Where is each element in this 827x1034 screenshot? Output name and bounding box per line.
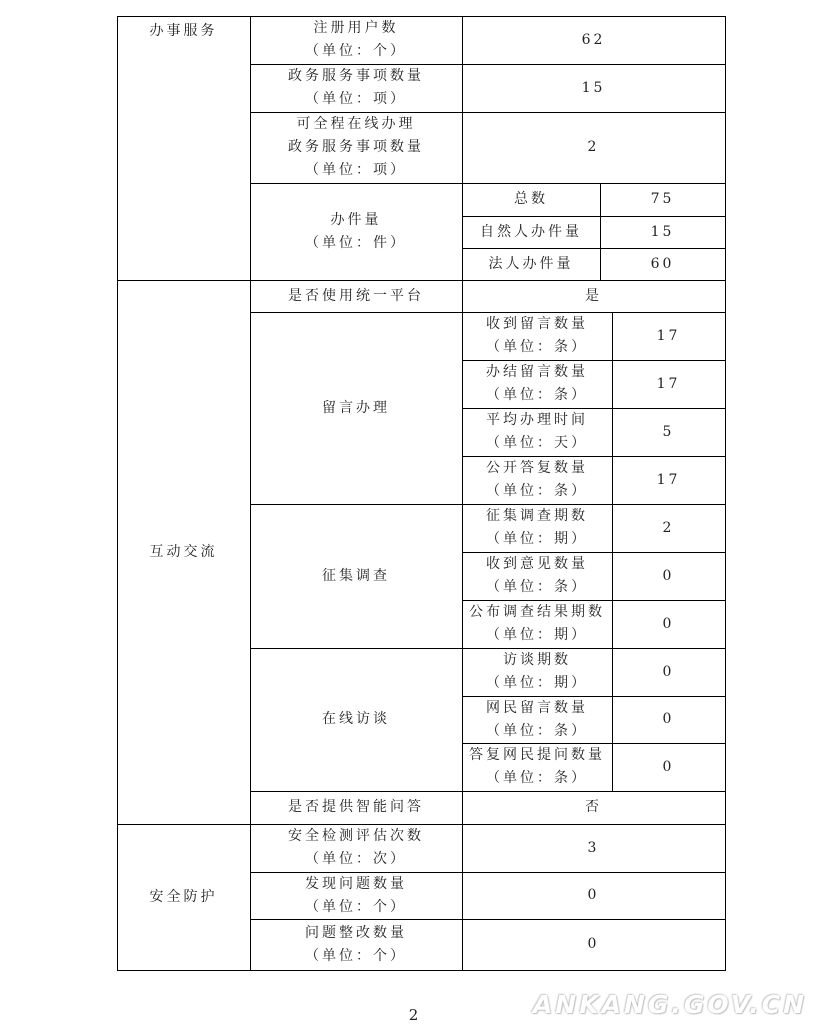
row-label — [250, 280, 462, 312]
row-label — [250, 648, 462, 791]
row-value-text: 15 — [581, 79, 606, 96]
row-label-text: 留言办理 — [322, 399, 390, 416]
row-label — [250, 312, 462, 504]
category-cell-text: 办事服务 — [149, 23, 218, 39]
sub-value — [600, 216, 725, 248]
sub-value — [600, 248, 725, 280]
row-label — [250, 183, 462, 280]
sub-label-text: （单位：期） — [486, 675, 588, 691]
sub-value-text: 17 — [656, 375, 681, 392]
sub-label — [462, 504, 612, 552]
sub-label-text: 总数 — [514, 191, 548, 207]
sub-value-text: 5 — [662, 423, 675, 440]
row-label-text: （单位：个） — [305, 947, 407, 964]
sub-label-text: （单位：期） — [486, 627, 588, 643]
row-value-text: 2 — [587, 139, 600, 155]
row-label-text: 在线访谈 — [322, 711, 390, 727]
sub-value-text: 0 — [662, 758, 675, 775]
row-label — [250, 791, 462, 824]
sub-value — [612, 552, 725, 600]
sub-value — [612, 456, 725, 504]
row-label-text: （单位：次） — [305, 851, 407, 867]
category-cell — [117, 16, 250, 280]
sub-label — [462, 456, 612, 504]
row-label-text: 征集调查 — [322, 567, 390, 584]
row-label-text: （单位：件） — [305, 234, 407, 251]
row-label-text: 可全程在线办理 — [296, 116, 416, 132]
sub-value — [612, 360, 725, 408]
row-label — [250, 919, 462, 970]
sub-label-text: 自然人办件量 — [480, 223, 582, 240]
row-label-text: 是否提供智能问答 — [288, 799, 424, 815]
row-label-text: （单位：个） — [305, 898, 407, 915]
sub-label — [462, 743, 612, 791]
row-label — [250, 872, 462, 919]
sub-label-text: （单位：条） — [486, 483, 588, 499]
sub-label-text: 答复网民提问数量 — [469, 747, 605, 763]
sub-label — [462, 600, 612, 648]
sub-label-text: 法人办件量 — [488, 255, 574, 272]
sub-value-text: 0 — [662, 567, 675, 584]
sub-value — [612, 504, 725, 552]
row-value-text: 否 — [585, 799, 602, 815]
sub-value — [600, 183, 725, 216]
table-bottom-border — [117, 970, 725, 971]
row-value-text: 62 — [581, 31, 606, 48]
sub-label-text: 公布调查结果期数 — [469, 604, 605, 620]
column-border — [462, 16, 463, 971]
sub-value-text: 75 — [650, 191, 675, 207]
row-value-text: 0 — [587, 887, 600, 903]
sub-label — [462, 408, 612, 456]
row-value — [462, 112, 725, 183]
category-cell — [117, 824, 250, 970]
sub-label-text: 平均办理时间 — [486, 412, 588, 428]
row-value — [462, 280, 725, 312]
row-value-text: 0 — [587, 936, 600, 952]
sub-value-text: 60 — [650, 255, 675, 272]
sub-value — [612, 743, 725, 791]
sub-value-text: 0 — [662, 711, 675, 727]
row-value — [462, 64, 725, 112]
row-label-text: 办件量 — [330, 211, 382, 228]
row-value — [462, 824, 725, 872]
sub-label-text: （单位：条） — [486, 387, 588, 403]
row-label-text: 政务服务事项数量 — [288, 68, 424, 84]
row-label-text: （单位：项） — [305, 91, 407, 107]
sub-label — [462, 648, 612, 696]
row-label-text: 政务服务事项数量 — [288, 139, 424, 155]
category-cell — [117, 280, 250, 824]
sub-value — [612, 648, 725, 696]
sub-label-text: （单位：条） — [486, 579, 588, 595]
sub-label — [462, 183, 600, 216]
sub-label-text: 公开答复数量 — [486, 460, 588, 476]
sub-label-text: （单位：天） — [486, 435, 588, 451]
column-border — [250, 16, 251, 971]
page-number: 2 — [408, 1006, 419, 1024]
sub-label-text: （单位：条） — [486, 339, 588, 355]
row-value-text: 3 — [587, 839, 600, 856]
sub-label-text: 办结留言数量 — [486, 364, 588, 380]
sub-value-text: 17 — [656, 327, 681, 344]
sub-label-text: 网民留言数量 — [486, 699, 588, 716]
sub-value-text: 0 — [662, 615, 675, 632]
sub-label — [462, 312, 612, 360]
sub-label-text: （单位：条） — [486, 722, 588, 739]
row-label — [250, 64, 462, 112]
row-value — [462, 16, 725, 64]
row-label — [250, 16, 462, 64]
sub-label — [462, 216, 600, 248]
row-label-text: 注册用户数 — [313, 20, 399, 36]
sub-value-text: 0 — [662, 663, 675, 680]
category-cell-text: 安全防护 — [149, 888, 218, 905]
row-value — [462, 919, 725, 970]
row-label-text: （单位：个） — [305, 43, 407, 59]
row-label — [250, 504, 462, 648]
sub-label — [462, 696, 612, 743]
row-label-text: （单位：项） — [305, 162, 407, 178]
row-label-text: 安全检测评估次数 — [288, 828, 424, 844]
sub-value — [612, 408, 725, 456]
sub-value — [612, 312, 725, 360]
row-label — [250, 112, 462, 183]
table-right-border — [725, 16, 726, 971]
sub-value-text: 17 — [656, 471, 681, 488]
sub-label-text: 征集调查期数 — [486, 508, 588, 524]
row-label-text: 是否使用统一平台 — [288, 287, 424, 304]
row-value — [462, 872, 725, 919]
sub-label-text: （单位：期） — [486, 531, 588, 547]
sub-value — [612, 600, 725, 648]
table-left-border — [117, 16, 118, 971]
row-label — [250, 824, 462, 872]
sub-label — [462, 552, 612, 600]
sub-label — [462, 360, 612, 408]
sub-label-text: （单位：条） — [486, 770, 588, 786]
watermark-logo: ANKANG.GOV.CN — [532, 990, 807, 1019]
category-cell-text: 互动交流 — [149, 543, 218, 560]
sub-label-text: 收到留言数量 — [486, 316, 588, 332]
sub-label — [462, 248, 600, 280]
row-label-text: 发现问题数量 — [305, 875, 407, 892]
row-label-text: 问题整改数量 — [305, 924, 407, 941]
row-value-text: 是 — [585, 287, 602, 304]
sub-label-text: 收到意见数量 — [486, 556, 588, 572]
sub-value — [612, 696, 725, 743]
row-value — [462, 791, 725, 824]
sub-value-text: 15 — [650, 223, 675, 240]
sub-label-text: 访谈期数 — [503, 652, 571, 668]
sub-value-text: 2 — [662, 519, 675, 536]
